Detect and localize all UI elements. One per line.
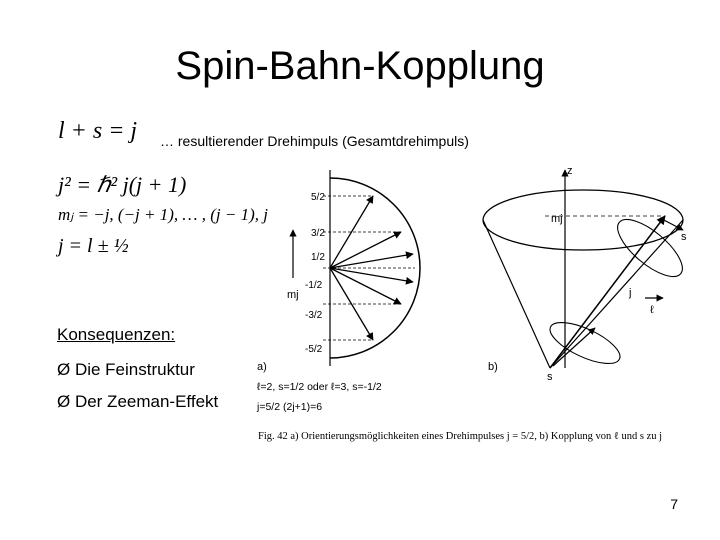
mj-level-label: 1/2 — [311, 252, 325, 263]
mj-level-label: -5/2 — [305, 344, 323, 355]
panel-b-label: b) — [488, 361, 498, 373]
consequence-item-fine-structure: Ø Die Feinstruktur — [57, 360, 195, 379]
figure-caption: Fig. 42 a) Orientierungsmöglichkeiten eines Drehimpulses j = 5/2, b) Kopplung von ℓ und s zu j — [258, 431, 663, 442]
quantum-numbers-line: j=5/2 (2j+1)=6 — [257, 401, 323, 413]
panel-a-label: a) — [257, 361, 267, 373]
mj-axis-label: mj — [287, 289, 299, 301]
quantum-numbers-line: ℓ=2, s=1/2 oder ℓ=3, s=-1/2 — [257, 381, 382, 393]
page-title: Spin-Bahn-Kopplung — [175, 44, 545, 88]
mj-level-label: 5/2 — [311, 192, 325, 203]
mj-level-label: -3/2 — [305, 310, 323, 321]
equation-j-squared: j² = ℏ² j(j + 1) — [58, 172, 187, 197]
panel-a-diagram — [257, 170, 420, 373]
consequence-item-zeeman: Ø Der Zeeman-Effekt — [57, 392, 219, 411]
coupling-figure — [255, 148, 687, 468]
s-vector-label: s — [681, 231, 687, 243]
mj-cone-label: mj — [551, 213, 563, 225]
j-vector-label: j — [629, 287, 632, 299]
panel-b-diagram — [483, 165, 691, 383]
mj-level-label: 3/2 — [311, 228, 325, 239]
page-number: 7 — [670, 496, 678, 512]
equation-coupling: l + s = j — [58, 118, 138, 144]
equation-mj: mⱼ = −j, (−j + 1), … , (j − 1), j — [58, 205, 269, 224]
z-axis-label: z — [567, 165, 573, 177]
consequences-heading: Konsequenzen: — [57, 325, 176, 344]
s-lower-label: s — [547, 371, 553, 383]
mj-level-label: -1/2 — [305, 280, 323, 291]
l-vector-label: ℓ — [650, 304, 654, 316]
equation-j-values: j = l ± ½ — [58, 235, 129, 257]
total-angular-momentum-note: … resultierender Drehimpuls (Gesamtdrehimpuls) — [160, 133, 469, 149]
